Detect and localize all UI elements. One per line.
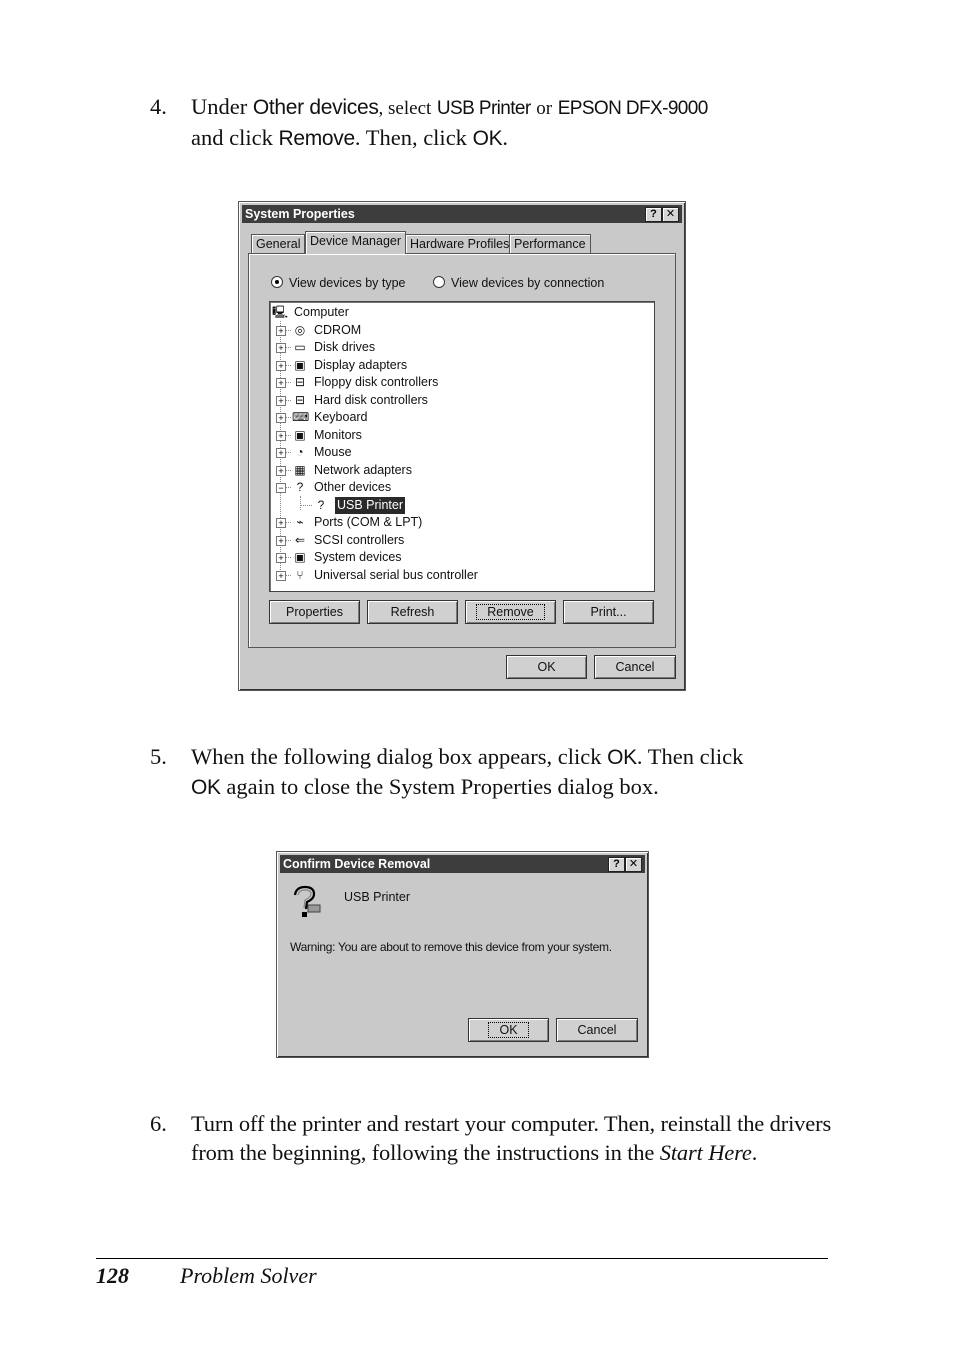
device-name: USB Printer	[344, 890, 410, 904]
step-number: 4.	[150, 94, 167, 119]
remove-button[interactable]: Remove	[465, 600, 556, 624]
tab-general[interactable]: General	[251, 234, 305, 253]
expand-icon[interactable]: +	[276, 536, 286, 546]
scsi-icon: ⇐	[294, 532, 306, 547]
cancel-button[interactable]: Cancel	[556, 1018, 638, 1042]
tree-item-label: SCSI controllers	[314, 532, 405, 547]
step-text: Under Other devices, select USB Printer or EPSON DFX-9000 and click Remove. Then, click OK.	[191, 94, 708, 150]
tree-item-label: Other devices	[314, 480, 392, 494]
tree-item-label: Network adapters	[314, 462, 412, 477]
tree-item-label: Hard disk controllers	[314, 392, 428, 407]
step-text: When the following dialog box appears, click OK. Then click OK again to close the System Properties dialog box.	[191, 744, 744, 799]
tab-device-manager[interactable]: Device Manager	[305, 231, 406, 254]
document-reference: Start Here	[659, 1140, 752, 1165]
expand-icon[interactable]: +	[276, 326, 286, 336]
tree-item-label: Mouse	[314, 445, 352, 459]
title-bar	[280, 855, 645, 873]
mouse-icon: ◔	[296, 445, 304, 459]
tree-item-label: USB Printer	[337, 497, 403, 512]
tree-item-label: Floppy disk controllers	[314, 375, 439, 389]
network-adapter-icon: ▦	[294, 462, 306, 477]
tree-item-label: System devices	[314, 550, 402, 564]
ui-term: Remove	[278, 127, 355, 150]
tree-item-label: Monitors	[314, 427, 362, 442]
expand-icon[interactable]: +	[276, 431, 286, 441]
tree-item-label: CDROM	[314, 322, 362, 337]
floppy-controller-icon: ⊟	[294, 375, 306, 389]
radio-unselected-icon	[433, 276, 445, 288]
disk-drive-icon: ▭	[294, 340, 306, 354]
usb-icon: ⑂	[296, 567, 304, 582]
expand-icon[interactable]: +	[276, 343, 286, 353]
tree-item-label: Universal serial bus controller	[314, 567, 478, 582]
step-number: 6.	[150, 1111, 167, 1136]
warning-text: Warning: You are about to remove this device from your system.	[290, 940, 612, 954]
properties-button[interactable]: Properties	[269, 600, 360, 624]
ok-button[interactable]: OK	[506, 655, 587, 679]
footer-rule	[96, 1258, 828, 1259]
tree-item-label: Ports (COM & LPT)	[314, 515, 423, 529]
dialog-title: System Properties	[245, 207, 355, 221]
expand-icon[interactable]: +	[276, 396, 286, 406]
system-device-icon: ▣	[294, 550, 306, 564]
ui-term: USB Printer	[436, 98, 531, 119]
hard-disk-controller-icon: ⊟	[294, 392, 306, 407]
ui-term: OK	[607, 746, 637, 769]
cdrom-icon: ◎	[294, 322, 306, 337]
collapse-icon[interactable]: −	[276, 483, 286, 493]
ui-term: OK	[472, 127, 503, 150]
port-icon: ⌁	[296, 515, 304, 529]
expand-icon[interactable]: +	[276, 361, 286, 371]
section-name: Problem Solver	[180, 1263, 317, 1288]
expand-icon[interactable]: +	[276, 466, 286, 476]
close-button[interactable]: ✕	[625, 857, 642, 872]
system-properties-dialog	[238, 201, 686, 691]
expand-icon[interactable]: +	[276, 518, 286, 528]
title-bar	[242, 205, 682, 223]
ok-button[interactable]: OK	[468, 1018, 549, 1042]
unknown-device-icon: ?	[317, 497, 325, 512]
radio-selected-icon	[271, 276, 283, 288]
tree-item-label: Keyboard	[314, 410, 368, 424]
page-number: 128	[96, 1263, 129, 1288]
expand-icon[interactable]: +	[276, 553, 286, 563]
confirm-device-removal-dialog	[276, 851, 649, 1058]
view-by-connection-radio[interactable]: View devices by connection	[433, 276, 604, 290]
expand-icon[interactable]: +	[276, 378, 286, 388]
ui-term: OK	[191, 776, 221, 799]
keyboard-icon: ⌨	[292, 410, 310, 424]
print-button[interactable]: Print...	[563, 600, 654, 624]
tree-item-label: Disk drives	[314, 340, 376, 354]
ui-term: Other devices	[252, 96, 379, 119]
cancel-button[interactable]: Cancel	[594, 655, 676, 679]
expand-icon[interactable]: +	[276, 413, 286, 423]
help-button[interactable]: ?	[645, 207, 662, 222]
refresh-button[interactable]: Refresh	[367, 600, 458, 624]
ui-term: EPSON DFX-9000	[557, 98, 708, 119]
tree-item-label: Computer	[294, 305, 349, 319]
tab-performance[interactable]: Performance	[509, 234, 591, 253]
help-button[interactable]: ?	[608, 857, 625, 872]
device-manager-panel	[248, 253, 676, 648]
expand-icon[interactable]: +	[276, 448, 286, 458]
device-tree[interactable]	[269, 301, 655, 592]
unknown-device-icon: ?	[296, 480, 304, 494]
display-adapter-icon: ▣	[294, 357, 306, 372]
unknown-device-icon	[290, 885, 322, 921]
view-by-type-radio[interactable]: View devices by type	[271, 276, 406, 290]
monitor-icon: ▣	[294, 427, 306, 442]
step-text: Turn off the printer and restart your computer. Then, reinstall the drivers from the beginning, following the instructions in the Start Here.	[191, 1111, 832, 1165]
expand-icon[interactable]: +	[276, 571, 286, 581]
tree-item-label: Display adapters	[314, 357, 408, 372]
computer-icon: 🖳	[272, 305, 289, 319]
step-number: 5.	[150, 744, 167, 769]
dialog-title: Confirm Device Removal	[283, 857, 431, 871]
close-button[interactable]: ✕	[662, 207, 679, 222]
tab-hardware-profiles[interactable]: Hardware Profiles	[405, 234, 514, 253]
